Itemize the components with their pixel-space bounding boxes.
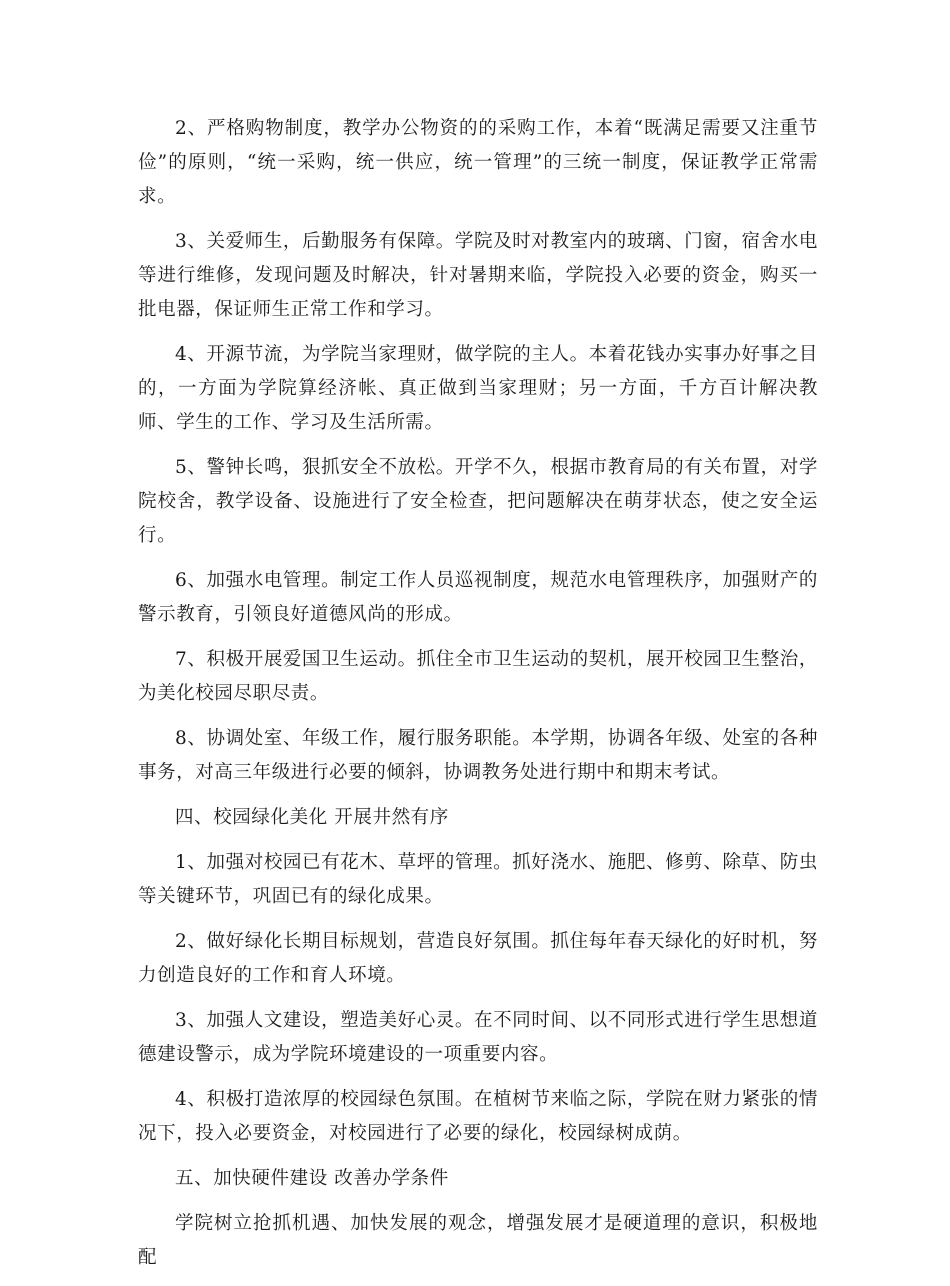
- paragraph-logistics: 3、关爱师生，后勤服务有保障。学院及时对教室内的玻璃、门窗，宿舍水电等进行维修，发现问题及时解决，针对暑期来临，学院投入必要的资金，购买一批电器，保证师生正常工作和学习。: [138, 231, 818, 320]
- section-heading-greening: 四、校园绿化美化 开展井然有序: [175, 807, 449, 828]
- section-heading-hardware: 五、加快硬件建设 改善办学条件: [175, 1168, 449, 1189]
- paragraph-safety: 5、警钟长鸣，狠抓安全不放松。开学不久，根据市教育局的有关布置，对学院校舍，教学设备、设施进行了安全检查，把问题解决在萌芽状态，使之安全运行。: [138, 457, 818, 546]
- paragraph-cultural-building: 3、加强人文建设，塑造美好心灵。在不同时间、以不同形式进行学生思想道德建设警示，成为学院环境建设的一项重要内容。: [138, 1010, 818, 1065]
- paragraph-coordination: 8、协调处室、年级工作，履行服务职能。本学期，协调各年级、处室的各种事务，对高三年级进行必要的倾斜，协调教务处进行期中和期末考试。: [138, 728, 818, 783]
- paragraph-finance: 4、开源节流，为学院当家理财，做学院的主人。本着花钱办实事办好事之目的，一方面为学院算经济帐、真正做到当家理财；另一方面，千方百计解决教师、学生的工作、学习及生活所需。: [138, 344, 818, 433]
- paragraph-utilities: 6、加强水电管理。制定工作人员巡视制度，规范水电管理秩序，加强财产的警示教育，引领良好道德风尚的形成。: [138, 570, 818, 625]
- paragraph-hygiene: 7、积极开展爱国卫生运动。抓住全市卫生运动的契机，展开校园卫生整治，为美化校园尽职尽责。: [138, 649, 818, 704]
- paragraph-greening-planning: 2、做好绿化长期目标规划，营造良好氛围。抓住每年春天绿化的好时机，努力创造良好的工作和育人环境。: [138, 931, 818, 986]
- paragraph-purchasing: 2、严格购物制度，教学办公物资的的采购工作，本着“既满足需要又注重节俭”的原则，“统一采购，统一供应，统一管理”的三统一制度，保证教学正常需求。: [138, 118, 818, 207]
- paragraph-green-atmosphere: 4、积极打造浓厚的校园绿色氛围。在植树节来临之际，学院在财力紧张的情况下，投入必要资金，对校园进行了必要的绿化，校园绿树成荫。: [138, 1089, 818, 1144]
- paragraph-greening-maintenance: 1、加强对校园已有花木、草坪的管理。抓好浇水、施肥、修剪、除草、防虫等关键环节，巩固已有的绿化成果。: [138, 852, 818, 907]
- paragraph-development: 学院树立抢抓机遇、加快发展的观念，增强发展才是硬道理的意识，积极地配: [138, 1213, 818, 1268]
- document-body: [138, 112, 818, 1286]
